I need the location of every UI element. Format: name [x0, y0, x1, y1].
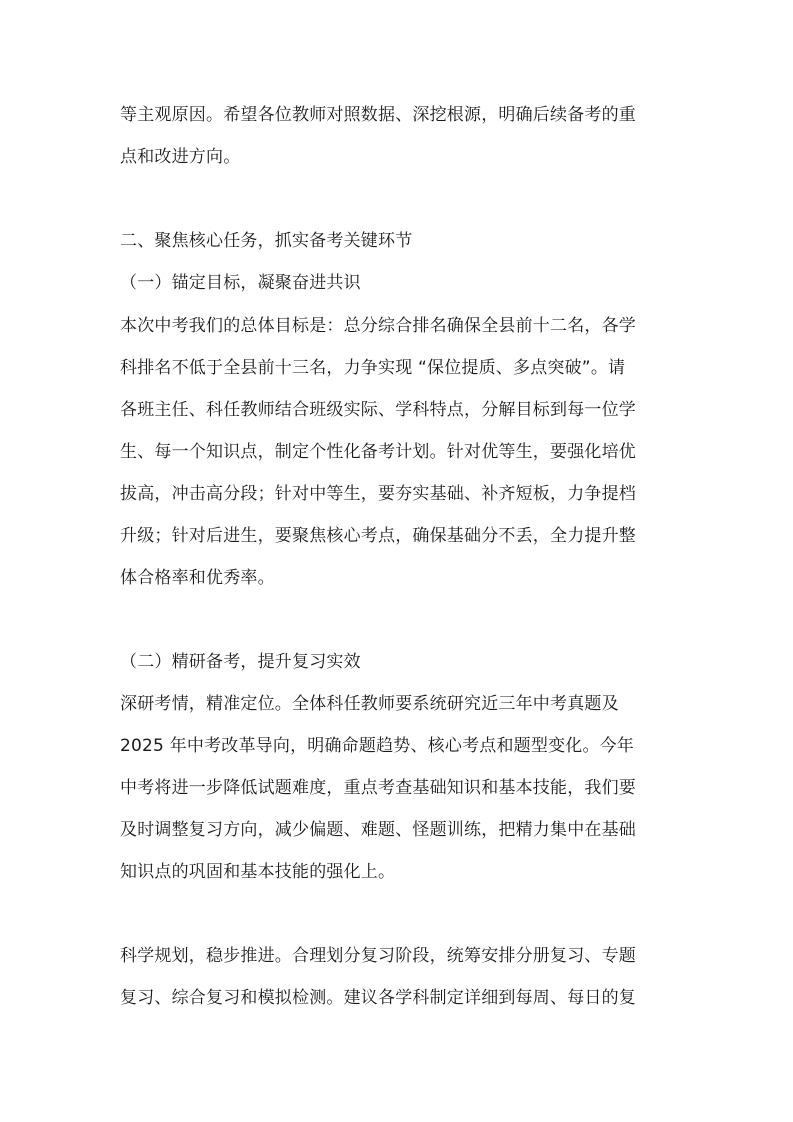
- paragraph-line: 等主观原因。希望各位教师对照数据、深挖根源，明确后续备考的重: [120, 105, 636, 125]
- paragraph-line: 科排名不低于全县前十三名，力争实现 “保位提质、多点突破”。请: [120, 358, 626, 378]
- paragraph-line: 升级；针对后进生，要聚焦核心考点，确保基础分不丢，全力提升整: [120, 526, 636, 546]
- paragraph-line: 生、每一个知识点，制定个性化备考计划。针对优等生，要强化培优: [120, 442, 636, 462]
- paragraph-line: 深研考情，精准定位。全体科任教师要系统研究近三年中考真题及: [120, 694, 619, 714]
- paragraph-line: 点和改进方向。: [120, 147, 241, 167]
- section-heading: 二、聚焦核心任务，抓实备考关键环节: [120, 231, 413, 251]
- paragraph-line: 体合格率和优秀率。: [120, 568, 275, 588]
- paragraph-line: 科学规划，稳步推进。合理划分复习阶段，统筹安排分册复习、专题: [120, 946, 636, 966]
- paragraph-line: 复习、综合复习和模拟检测。建议各学科制定详细到每周、每日的复: [120, 988, 636, 1008]
- paragraph-line: 各班主任、科任教师结合班级实际、学科特点，分解目标到每一位学: [120, 400, 636, 420]
- paragraph-line: 本次中考我们的总体目标是：总分综合排名确保全县前十二名，各学: [120, 316, 636, 336]
- paragraph-line: 拔高，冲击高分段；针对中等生，要夯实基础、补齐短板，力争提档: [120, 484, 636, 504]
- paragraph-line: 中考将进一步降低试题难度，重点考查基础知识和基本技能，我们要: [120, 778, 636, 798]
- paragraph-line: 2025 年中考改革导向，明确命题趋势、核心考点和题型变化。今年: [120, 736, 635, 756]
- paragraph-line: 知识点的巩固和基本技能的强化上。: [120, 862, 396, 882]
- subsection-heading: （二）精研备考，提升复习实效: [120, 652, 361, 672]
- subsection-heading: （一）锚定目标，凝聚奋进共识: [120, 273, 361, 293]
- paragraph-line: 及时调整复习方向，减少偏题、难题、怪题训练，把精力集中在基础: [120, 820, 636, 840]
